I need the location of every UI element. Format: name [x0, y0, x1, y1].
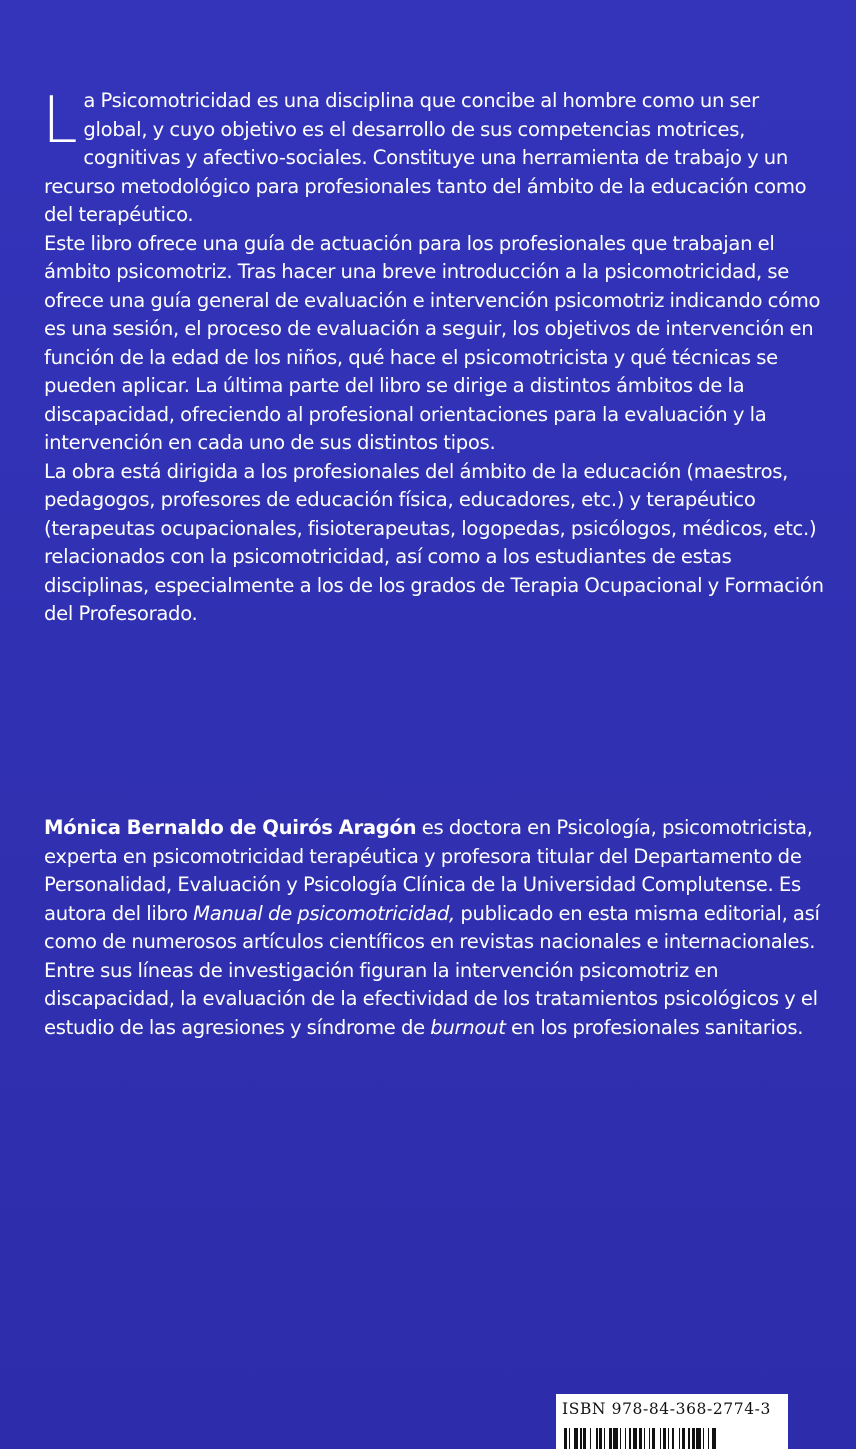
- book-title: Manual de psicomotricidad,: [193, 901, 455, 925]
- barcode-gap: [716, 1428, 718, 1449]
- isbn-number: ISBN 978-84-368-2774-3: [562, 1400, 771, 1418]
- synopsis-paragraph-1-text: a Psicomotricidad es una disciplina que concibe al hombre como un ser global, y cuyo objetivo es el desarrollo de sus competencias motrices, cognitivas y afectivo-sociales. Constituye una herramienta de trabajo y un recurso metodológico para profesionales tanto del ámbito de la educación como del terapéutico.: [44, 89, 807, 226]
- burnout-term: burnout: [430, 1015, 506, 1039]
- author-bio-paragraph: [44, 814, 824, 1042]
- synopsis-paragraph-2: Este libro ofrece una guía de actuación para los profesionales que trabajan el ámbito psicomotriz. Tras hacer una breve introducción a la psicomotricidad, se ofrece una guía general de evaluación e intervención psicomotriz indicando cómo es una sesión, el proceso de evaluación a seguir, los objetivos de intervención en función de la edad de los niños, qué hace el psicomotricista y qué técnicas se pueden aplicar. La última parte del libro se dirige a distintos ámbitos de la discapacidad, ofreciendo al profesional orientaciones para la evaluación y la intervención en cada uno de sus distintos tipos.: [44, 231, 821, 454]
- synopsis-paragraph-1: [42, 84, 824, 230]
- author-bio: [44, 814, 824, 1042]
- author-name: Mónica Bernaldo de Quirós Aragón: [44, 816, 417, 839]
- synopsis-paragraph-3: La obra está dirigida a los profesionales del ámbito de la educación (maestros, pedagogos, profesores de educación física, educadores, etc.) y terapéutico (terapeutas ocupacionales, fisioterapeutas, logopedas, psicólogos, médicos, etc.) relacionados con la psicomotricidad, así como a los estudiantes de estas disciplinas, especialmente a los de los grados de Terapia Ocupacional y Formación del Profesorado.: [44, 459, 824, 625]
- drop-cap: L: [42, 84, 78, 158]
- bio-text-1: es doctora en Psicología, psicomotricista, experta en psicomotricidad terapéutica y profesora titular del Departamento de Personalidad, Evaluación y Psicología Clínica de la Universidad Complutense. Es autora del libro: [44, 816, 813, 925]
- isbn-barcode-label: [556, 1394, 788, 1449]
- bio-text-3: en los profesionales sanitarios.: [505, 1015, 804, 1039]
- synopsis: [42, 84, 824, 629]
- barcode: [564, 1428, 780, 1449]
- bio-text-2: publicado en esta misma editorial, así como de numerosos artículos científicos en revistas nacionales e internacionales. Entre sus líneas de investigación figuran la intervención psicomotriz en discapacidad, la evaluación de la efectividad de los tratamientos psicológicos y el estudio de las agresiones y síndrome de: [44, 901, 820, 1039]
